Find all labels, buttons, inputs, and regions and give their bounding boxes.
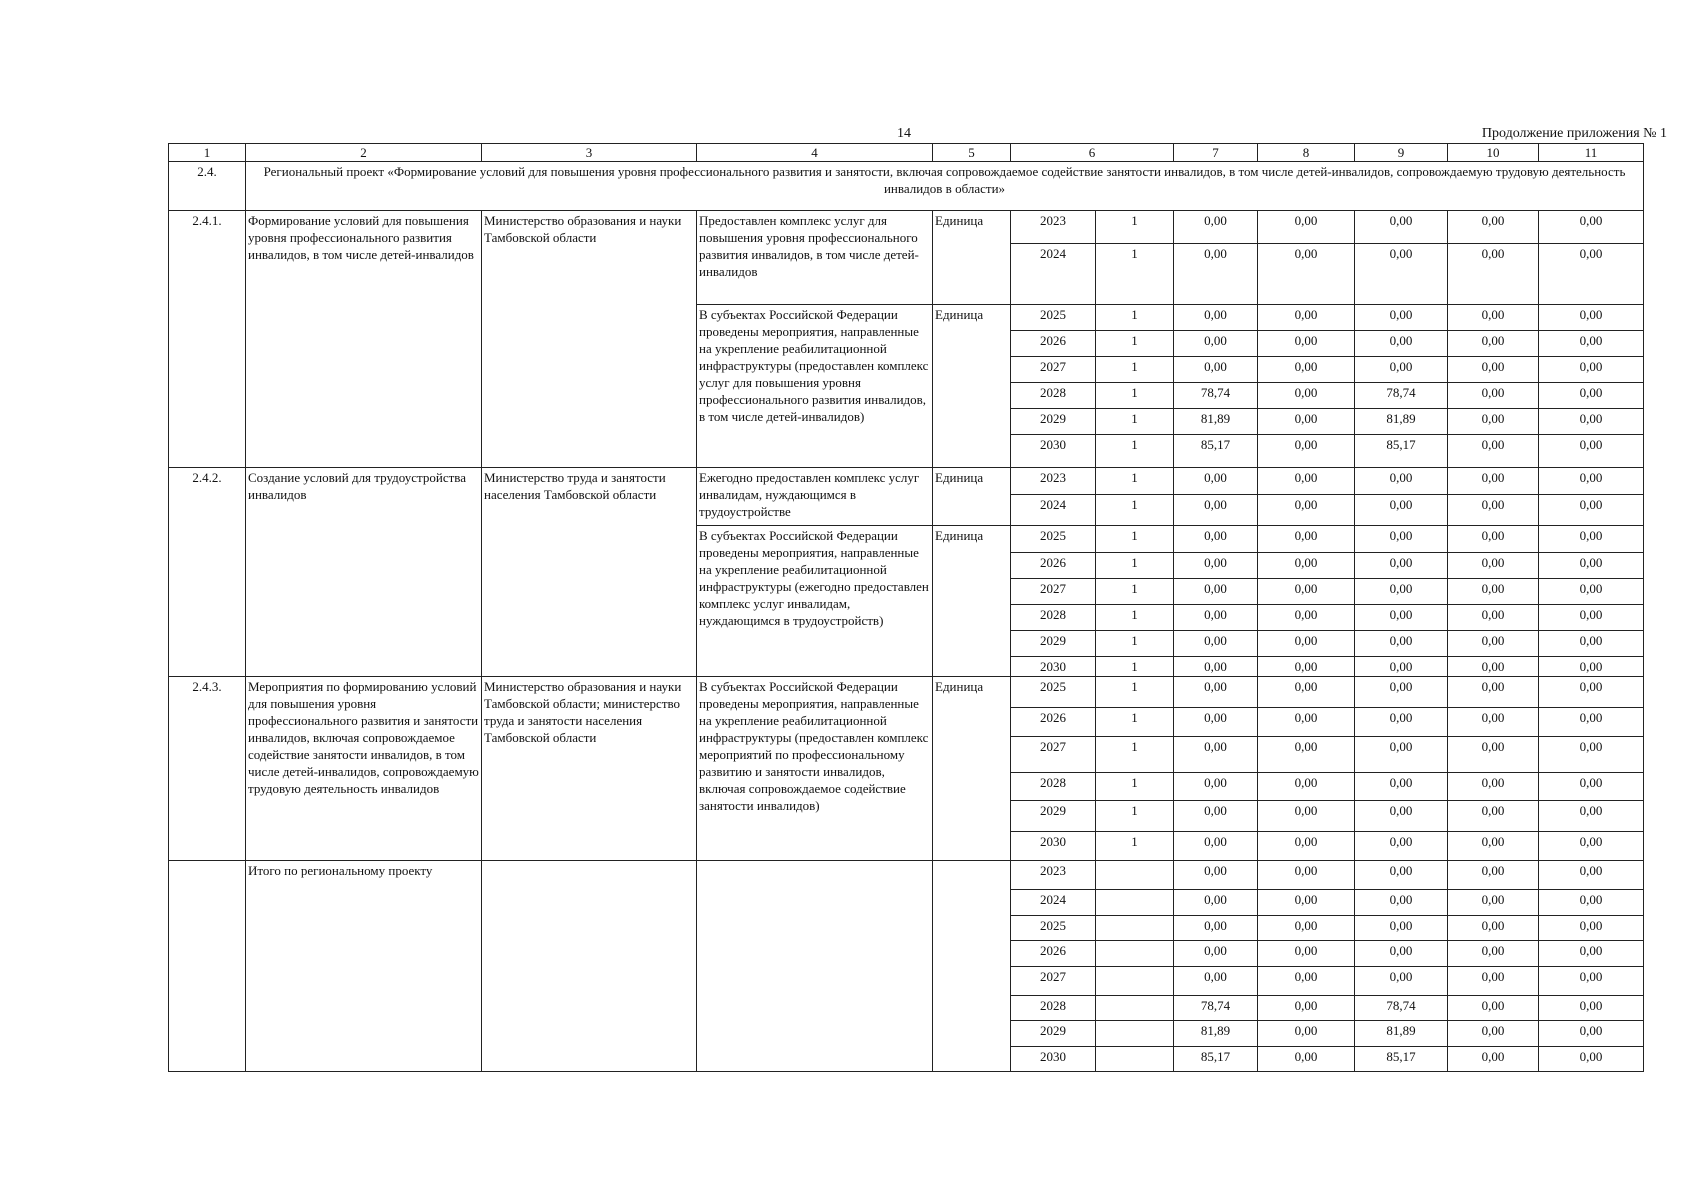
value-cell-9: 0,00 [1355, 708, 1448, 737]
value-cell-10: 0,00 [1448, 773, 1539, 801]
year-cell: 2024 [1011, 495, 1096, 526]
row-result-cell: Предоставлен комплекс услуг для повышения уровня профессионального развития инвалидов, в том числе детей-инвалидов [697, 211, 933, 305]
value-cell-11: 0,00 [1539, 708, 1644, 737]
value-cell-10: 0,00 [1448, 495, 1539, 526]
year-cell: 2029 [1011, 631, 1096, 657]
value-cell-9: 0,00 [1355, 941, 1448, 967]
year-cell: 2025 [1011, 526, 1096, 553]
year-cell: 2029 [1011, 801, 1096, 832]
value-cell-11: 0,00 [1539, 631, 1644, 657]
value-cell-7: 0,00 [1174, 832, 1258, 861]
value-cell-11: 0,00 [1539, 244, 1644, 305]
year-cell: 2024 [1011, 890, 1096, 916]
value-cell-10: 0,00 [1448, 631, 1539, 657]
value-cell-11: 0,00 [1539, 737, 1644, 773]
count-cell: 1 [1096, 631, 1174, 657]
year-cell: 2027 [1011, 357, 1096, 383]
program-table [168, 143, 1644, 1072]
year-cell: 2023 [1011, 861, 1096, 890]
value-cell-10: 0,00 [1448, 801, 1539, 832]
value-cell-10: 0,00 [1448, 941, 1539, 967]
value-cell-9: 0,00 [1355, 631, 1448, 657]
year-cell: 2030 [1011, 435, 1096, 468]
value-cell-10: 0,00 [1448, 967, 1539, 996]
value-cell-9: 81,89 [1355, 409, 1448, 435]
value-cell-8: 0,00 [1258, 708, 1355, 737]
row-unit-cell: Единица [933, 468, 1011, 526]
row-result-cell: В субъектах Российской Федерации проведены мероприятия, направленные на укрепление реабилитационной инфраструктуры (предоставлен комплекс мероприятий по профессиональному развитию и занятости инвалидов, включая сопровождаемое содействие занятости инвалидов) [697, 677, 933, 861]
value-cell-9: 0,00 [1355, 468, 1448, 495]
value-cell-10: 0,00 [1448, 468, 1539, 495]
value-cell-8: 0,00 [1258, 890, 1355, 916]
count-cell [1096, 890, 1174, 916]
value-cell-11: 0,00 [1539, 861, 1644, 890]
value-cell-7: 85,17 [1174, 435, 1258, 468]
value-cell-11: 0,00 [1539, 409, 1644, 435]
table-row [169, 211, 1644, 244]
value-cell-11: 0,00 [1539, 305, 1644, 331]
count-cell: 1 [1096, 357, 1174, 383]
value-cell-7: 0,00 [1174, 526, 1258, 553]
count-cell: 1 [1096, 468, 1174, 495]
count-cell: 1 [1096, 495, 1174, 526]
row-unit-cell [933, 861, 1011, 1072]
value-cell-8: 0,00 [1258, 737, 1355, 773]
value-cell-7: 0,00 [1174, 211, 1258, 244]
header-col-7: 7 [1174, 144, 1258, 162]
value-cell-11: 0,00 [1539, 495, 1644, 526]
year-cell: 2027 [1011, 579, 1096, 605]
value-cell-7: 0,00 [1174, 331, 1258, 357]
count-cell: 1 [1096, 526, 1174, 553]
header-col-8: 8 [1258, 144, 1355, 162]
value-cell-7: 0,00 [1174, 801, 1258, 832]
year-cell: 2028 [1011, 996, 1096, 1021]
header-col-2: 2 [246, 144, 482, 162]
value-cell-8: 0,00 [1258, 244, 1355, 305]
value-cell-7: 0,00 [1174, 305, 1258, 331]
count-cell: 1 [1096, 244, 1174, 305]
value-cell-8: 0,00 [1258, 409, 1355, 435]
value-cell-10: 0,00 [1448, 677, 1539, 708]
year-cell: 2023 [1011, 468, 1096, 495]
value-cell-10: 0,00 [1448, 526, 1539, 553]
value-cell-11: 0,00 [1539, 916, 1644, 941]
row-name-cell: Создание условий для трудоустройства инвалидов [246, 468, 482, 677]
value-cell-9: 78,74 [1355, 383, 1448, 409]
value-cell-11: 0,00 [1539, 331, 1644, 357]
value-cell-8: 0,00 [1258, 605, 1355, 631]
value-cell-8: 0,00 [1258, 832, 1355, 861]
year-cell: 2024 [1011, 244, 1096, 305]
value-cell-8: 0,00 [1258, 331, 1355, 357]
value-cell-7: 0,00 [1174, 631, 1258, 657]
value-cell-8: 0,00 [1258, 468, 1355, 495]
value-cell-9: 0,00 [1355, 553, 1448, 579]
row-name-cell: Формирование условий для повышения уровня профессионального развития инвалидов, в том числе детей-инвалидов [246, 211, 482, 468]
value-cell-10: 0,00 [1448, 331, 1539, 357]
row-result-cell: В субъектах Российской Федерации проведены мероприятия, направленные на укрепление реабилитационной инфраструктуры (ежегодно предоставлен комплекс услуг инвалидам, нуждающимся в трудоустройств) [697, 526, 933, 677]
value-cell-9: 0,00 [1355, 305, 1448, 331]
value-cell-10: 0,00 [1448, 579, 1539, 605]
value-cell-7: 0,00 [1174, 553, 1258, 579]
count-cell: 1 [1096, 832, 1174, 861]
value-cell-11: 0,00 [1539, 579, 1644, 605]
value-cell-7: 0,00 [1174, 967, 1258, 996]
count-cell [1096, 967, 1174, 996]
header-col-9: 9 [1355, 144, 1448, 162]
row-org-cell: Министерство образования и науки Тамбовской области; министерство труда и занятости населения Тамбовской области [482, 677, 697, 861]
value-cell-8: 0,00 [1258, 1021, 1355, 1047]
row-unit-cell: Единица [933, 305, 1011, 468]
year-cell: 2026 [1011, 331, 1096, 357]
value-cell-9: 0,00 [1355, 526, 1448, 553]
row-code-cell: 2.4.3. [169, 677, 246, 861]
count-cell: 1 [1096, 708, 1174, 737]
value-cell-7: 0,00 [1174, 677, 1258, 708]
year-cell: 2030 [1011, 832, 1096, 861]
value-cell-7: 85,17 [1174, 1047, 1258, 1072]
value-cell-10: 0,00 [1448, 211, 1539, 244]
value-cell-9: 0,00 [1355, 331, 1448, 357]
value-cell-9: 0,00 [1355, 495, 1448, 526]
value-cell-9: 0,00 [1355, 832, 1448, 861]
value-cell-10: 0,00 [1448, 383, 1539, 409]
year-cell: 2025 [1011, 916, 1096, 941]
value-cell-9: 0,00 [1355, 244, 1448, 305]
value-cell-9: 0,00 [1355, 677, 1448, 708]
value-cell-10: 0,00 [1448, 916, 1539, 941]
row-unit-cell: Единица [933, 677, 1011, 861]
header-col-11: 11 [1539, 144, 1644, 162]
value-cell-9: 0,00 [1355, 916, 1448, 941]
value-cell-8: 0,00 [1258, 996, 1355, 1021]
count-cell [1096, 1047, 1174, 1072]
section-row [169, 162, 1644, 211]
value-cell-11: 0,00 [1539, 605, 1644, 631]
year-cell: 2028 [1011, 383, 1096, 409]
value-cell-7: 0,00 [1174, 773, 1258, 801]
value-cell-7: 0,00 [1174, 657, 1258, 677]
year-cell: 2023 [1011, 211, 1096, 244]
appendix-label: Продолжение приложения № 1 [1481, 126, 1667, 141]
value-cell-9: 0,00 [1355, 357, 1448, 383]
value-cell-8: 0,00 [1258, 553, 1355, 579]
header-col-3: 3 [482, 144, 697, 162]
value-cell-10: 0,00 [1448, 1021, 1539, 1047]
year-cell: 2030 [1011, 657, 1096, 677]
row-org-cell: Министерство труда и занятости населения Тамбовской области [482, 468, 697, 677]
value-cell-8: 0,00 [1258, 916, 1355, 941]
count-cell: 1 [1096, 605, 1174, 631]
value-cell-11: 0,00 [1539, 996, 1644, 1021]
year-cell: 2025 [1011, 305, 1096, 331]
row-code-cell [169, 861, 246, 1072]
value-cell-10: 0,00 [1448, 861, 1539, 890]
value-cell-8: 0,00 [1258, 435, 1355, 468]
value-cell-10: 0,00 [1448, 832, 1539, 861]
row-code-cell: 2.4.1. [169, 211, 246, 468]
count-cell: 1 [1096, 409, 1174, 435]
year-cell: 2027 [1011, 967, 1096, 996]
count-cell: 1 [1096, 435, 1174, 468]
value-cell-10: 0,00 [1448, 737, 1539, 773]
value-cell-11: 0,00 [1539, 801, 1644, 832]
value-cell-9: 0,00 [1355, 211, 1448, 244]
page-number: 14 [897, 126, 911, 141]
row-unit-cell: Единица [933, 526, 1011, 677]
value-cell-9: 85,17 [1355, 435, 1448, 468]
value-cell-10: 0,00 [1448, 996, 1539, 1021]
row-result-cell [697, 861, 933, 1072]
value-cell-11: 0,00 [1539, 773, 1644, 801]
value-cell-10: 0,00 [1448, 708, 1539, 737]
table-row [169, 861, 1644, 890]
year-cell: 2027 [1011, 737, 1096, 773]
value-cell-7: 0,00 [1174, 890, 1258, 916]
value-cell-8: 0,00 [1258, 941, 1355, 967]
value-cell-10: 0,00 [1448, 890, 1539, 916]
section-code: 2.4. [169, 162, 246, 211]
value-cell-11: 0,00 [1539, 1047, 1644, 1072]
value-cell-11: 0,00 [1539, 553, 1644, 579]
value-cell-8: 0,00 [1258, 861, 1355, 890]
header-col-4: 4 [697, 144, 933, 162]
value-cell-9: 0,00 [1355, 801, 1448, 832]
value-cell-10: 0,00 [1448, 1047, 1539, 1072]
value-cell-9: 0,00 [1355, 773, 1448, 801]
count-cell: 1 [1096, 801, 1174, 832]
value-cell-7: 0,00 [1174, 861, 1258, 890]
value-cell-11: 0,00 [1539, 211, 1644, 244]
value-cell-10: 0,00 [1448, 409, 1539, 435]
count-cell: 1 [1096, 553, 1174, 579]
value-cell-8: 0,00 [1258, 801, 1355, 832]
count-cell: 1 [1096, 383, 1174, 409]
header-col-1: 1 [169, 144, 246, 162]
value-cell-10: 0,00 [1448, 357, 1539, 383]
value-cell-11: 0,00 [1539, 941, 1644, 967]
value-cell-9: 85,17 [1355, 1047, 1448, 1072]
value-cell-8: 0,00 [1258, 305, 1355, 331]
value-cell-10: 0,00 [1448, 553, 1539, 579]
count-cell: 1 [1096, 657, 1174, 677]
value-cell-11: 0,00 [1539, 1021, 1644, 1047]
header-col-10: 10 [1448, 144, 1539, 162]
value-cell-9: 0,00 [1355, 890, 1448, 916]
count-cell: 1 [1096, 331, 1174, 357]
table-row [169, 468, 1644, 495]
count-cell: 1 [1096, 677, 1174, 708]
value-cell-9: 78,74 [1355, 996, 1448, 1021]
value-cell-8: 0,00 [1258, 631, 1355, 657]
header-col-5: 5 [933, 144, 1011, 162]
row-org-cell: Министерство образования и науки Тамбовской области [482, 211, 697, 468]
year-cell: 2026 [1011, 553, 1096, 579]
value-cell-8: 0,00 [1258, 526, 1355, 553]
value-cell-7: 0,00 [1174, 357, 1258, 383]
value-cell-8: 0,00 [1258, 657, 1355, 677]
year-cell: 2030 [1011, 1047, 1096, 1072]
value-cell-8: 0,00 [1258, 773, 1355, 801]
count-cell [1096, 996, 1174, 1021]
value-cell-7: 0,00 [1174, 605, 1258, 631]
year-cell: 2026 [1011, 708, 1096, 737]
value-cell-10: 0,00 [1448, 435, 1539, 468]
header-row [169, 144, 1644, 162]
value-cell-7: 0,00 [1174, 468, 1258, 495]
value-cell-8: 0,00 [1258, 677, 1355, 708]
section-title: Региональный проект «Формирование условий для повышения уровня профессионального развития и занятости, включая сопровождаемое содействие занятости инвалидов, в том числе детей-инвалидов, сопровождаемую трудовую деятельность инвалидов в области» [246, 162, 1644, 211]
row-unit-cell: Единица [933, 211, 1011, 305]
value-cell-7: 78,74 [1174, 996, 1258, 1021]
count-cell: 1 [1096, 579, 1174, 605]
value-cell-9: 0,00 [1355, 737, 1448, 773]
value-cell-9: 0,00 [1355, 861, 1448, 890]
value-cell-11: 0,00 [1539, 357, 1644, 383]
value-cell-11: 0,00 [1539, 657, 1644, 677]
value-cell-8: 0,00 [1258, 357, 1355, 383]
count-cell [1096, 941, 1174, 967]
value-cell-11: 0,00 [1539, 383, 1644, 409]
year-cell: 2029 [1011, 409, 1096, 435]
value-cell-8: 0,00 [1258, 579, 1355, 605]
count-cell: 1 [1096, 305, 1174, 331]
count-cell [1096, 916, 1174, 941]
value-cell-10: 0,00 [1448, 244, 1539, 305]
value-cell-8: 0,00 [1258, 383, 1355, 409]
row-name-cell: Итого по региональному проекту [246, 861, 482, 1072]
value-cell-11: 0,00 [1539, 890, 1644, 916]
value-cell-11: 0,00 [1539, 526, 1644, 553]
value-cell-8: 0,00 [1258, 211, 1355, 244]
value-cell-10: 0,00 [1448, 657, 1539, 677]
value-cell-11: 0,00 [1539, 468, 1644, 495]
value-cell-9: 0,00 [1355, 605, 1448, 631]
value-cell-7: 0,00 [1174, 244, 1258, 305]
value-cell-11: 0,00 [1539, 832, 1644, 861]
header-col-6: 6 [1011, 144, 1174, 162]
value-cell-9: 81,89 [1355, 1021, 1448, 1047]
row-org-cell [482, 861, 697, 1072]
year-cell: 2026 [1011, 941, 1096, 967]
value-cell-7: 0,00 [1174, 916, 1258, 941]
count-cell: 1 [1096, 211, 1174, 244]
value-cell-7: 0,00 [1174, 579, 1258, 605]
value-cell-7: 0,00 [1174, 737, 1258, 773]
value-cell-7: 0,00 [1174, 495, 1258, 526]
value-cell-11: 0,00 [1539, 435, 1644, 468]
value-cell-11: 0,00 [1539, 677, 1644, 708]
count-cell: 1 [1096, 737, 1174, 773]
row-result-cell: Ежегодно предоставлен комплекс услуг инвалидам, нуждающимся в трудоустройстве [697, 468, 933, 526]
year-cell: 2028 [1011, 605, 1096, 631]
value-cell-7: 81,89 [1174, 1021, 1258, 1047]
value-cell-10: 0,00 [1448, 605, 1539, 631]
value-cell-9: 0,00 [1355, 657, 1448, 677]
value-cell-9: 0,00 [1355, 579, 1448, 605]
value-cell-9: 0,00 [1355, 967, 1448, 996]
count-cell: 1 [1096, 773, 1174, 801]
value-cell-8: 0,00 [1258, 1047, 1355, 1072]
row-name-cell: Мероприятия по формированию условий для повышения уровня профессионального развития и занятости инвалидов, включая сопровождаемое содействие занятости инвалидов, в том числе детей-инвалидов, сопровождаемую трудовую деятельность инвалидов [246, 677, 482, 861]
value-cell-7: 0,00 [1174, 708, 1258, 737]
year-cell: 2029 [1011, 1021, 1096, 1047]
row-code-cell: 2.4.2. [169, 468, 246, 677]
value-cell-7: 81,89 [1174, 409, 1258, 435]
year-cell: 2028 [1011, 773, 1096, 801]
value-cell-7: 78,74 [1174, 383, 1258, 409]
year-cell: 2025 [1011, 677, 1096, 708]
count-cell [1096, 861, 1174, 890]
count-cell [1096, 1021, 1174, 1047]
value-cell-8: 0,00 [1258, 967, 1355, 996]
row-result-cell: В субъектах Российской Федерации проведены мероприятия, направленные на укрепление реабилитационной инфраструктуры (предоставлен комплекс услуг для повышения уровня профессионального развития инвалидов, в том числе детей-инвалидов) [697, 305, 933, 468]
table-row [169, 677, 1644, 708]
value-cell-7: 0,00 [1174, 941, 1258, 967]
value-cell-11: 0,00 [1539, 967, 1644, 996]
value-cell-10: 0,00 [1448, 305, 1539, 331]
value-cell-8: 0,00 [1258, 495, 1355, 526]
